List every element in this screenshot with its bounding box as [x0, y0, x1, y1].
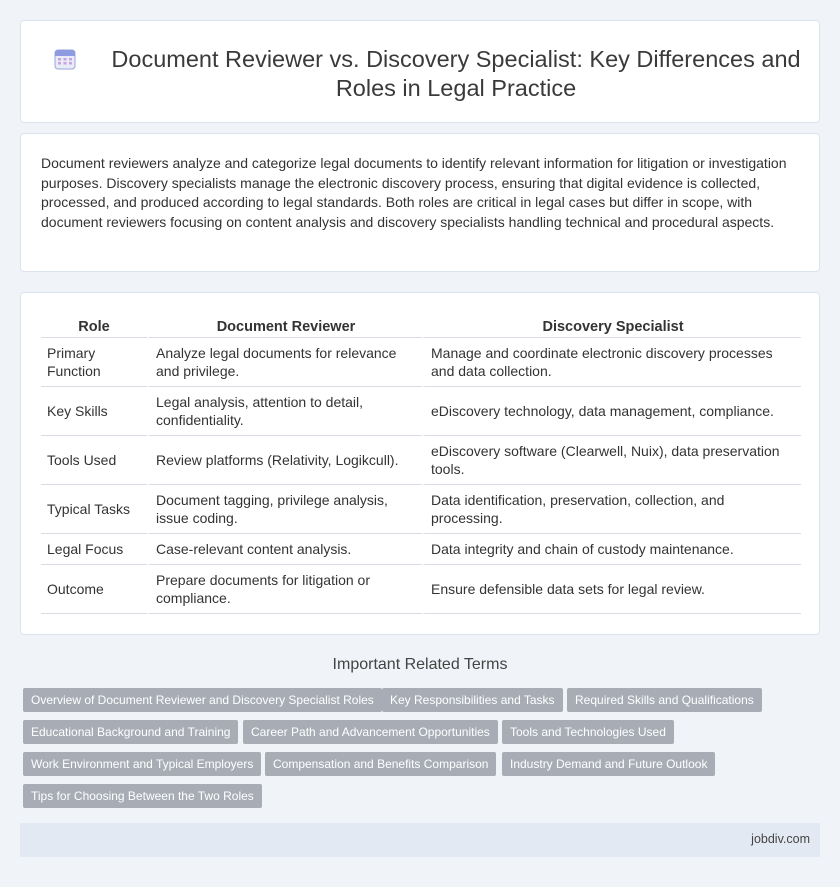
table-header-row: [41, 313, 801, 338]
table-row: [41, 387, 801, 436]
table-row: [41, 485, 801, 534]
related-term-tag[interactable]: Overview of Document Reviewer and Discovery Specialist Roles: [23, 688, 382, 712]
row-label: Outcome: [41, 565, 147, 614]
discovery-specialist-cell: Data identification, preservation, collection, and processing.: [422, 485, 801, 534]
header-document-reviewer: Document Reviewer: [147, 313, 422, 338]
page-title: Document Reviewer vs. Discovery Specialist: Key Differences and Roles in Legal Practice: [111, 46, 801, 101]
header-discovery-specialist: Discovery Specialist: [422, 313, 801, 338]
table-row: [41, 436, 801, 485]
table-row: [41, 338, 801, 387]
row-label: Legal Focus: [41, 534, 147, 565]
discovery-specialist-cell: Data integrity and chain of custody maintenance.: [422, 534, 801, 565]
discovery-specialist-cell: eDiscovery software (Clearwell, Nuix), data preservation tools.: [422, 436, 801, 485]
related-term-tag[interactable]: Tools and Technologies Used: [502, 720, 674, 744]
related-term-tag[interactable]: Key Responsibilities and Tasks: [382, 688, 563, 712]
header-role: Role: [41, 313, 147, 338]
related-term-tag[interactable]: Career Path and Advancement Opportunities: [243, 720, 498, 744]
footer-site-link[interactable]: jobdiv.com: [751, 832, 810, 846]
related-term-tag[interactable]: Tips for Choosing Between the Two Roles: [23, 784, 262, 808]
footer: [20, 823, 820, 857]
related-terms-heading: Important Related Terms: [332, 656, 508, 673]
related-term-tag[interactable]: Required Skills and Qualifications: [567, 688, 762, 712]
related-term-tag[interactable]: Work Environment and Typical Employers: [23, 752, 261, 776]
document-reviewer-cell: Analyze legal documents for relevance and privilege.: [147, 338, 422, 387]
document-reviewer-cell: Case-relevant content analysis.: [147, 534, 422, 565]
title-card: [20, 20, 820, 123]
discovery-specialist-cell: Manage and coordinate electronic discovery processes and data collection.: [422, 338, 801, 387]
related-term-tag[interactable]: Industry Demand and Future Outlook: [502, 752, 715, 776]
intro-paragraph: Document reviewers analyze and categorize legal documents to identify relevant information for litigation or investigation purposes. Discovery specialists manage the electronic discovery process, ensuring that digital evidence is collected, processed, and produced according to legal standards. Both roles are critical in legal cases but differ in scope, with document reviewers focusing on content analysis and discovery specialists handling technical and procedural aspects.: [41, 155, 787, 230]
table-row: [41, 534, 801, 565]
comparison-card: [20, 292, 820, 635]
discovery-specialist-cell: Ensure defensible data sets for legal review.: [422, 565, 801, 614]
row-label: Typical Tasks: [41, 485, 147, 534]
discovery-specialist-cell: eDiscovery technology, data management, compliance.: [422, 387, 801, 436]
document-reviewer-cell: Prepare documents for litigation or compliance.: [147, 565, 422, 614]
comparison-table: [41, 313, 801, 614]
document-reviewer-cell: Document tagging, privilege analysis, issue coding.: [147, 485, 422, 534]
row-label: Primary Function: [41, 338, 147, 387]
document-reviewer-cell: Review platforms (Relativity, Logikcull).: [147, 436, 422, 485]
row-label: Key Skills: [41, 387, 147, 436]
calendar-icon: [53, 47, 77, 71]
intro-card: [20, 133, 820, 272]
related-term-tag[interactable]: Compensation and Benefits Comparison: [265, 752, 496, 776]
table-row: [41, 565, 801, 614]
row-label: Tools Used: [41, 436, 147, 485]
related-term-tag[interactable]: Educational Background and Training: [23, 720, 238, 744]
document-reviewer-cell: Legal analysis, attention to detail, confidentiality.: [147, 387, 422, 436]
